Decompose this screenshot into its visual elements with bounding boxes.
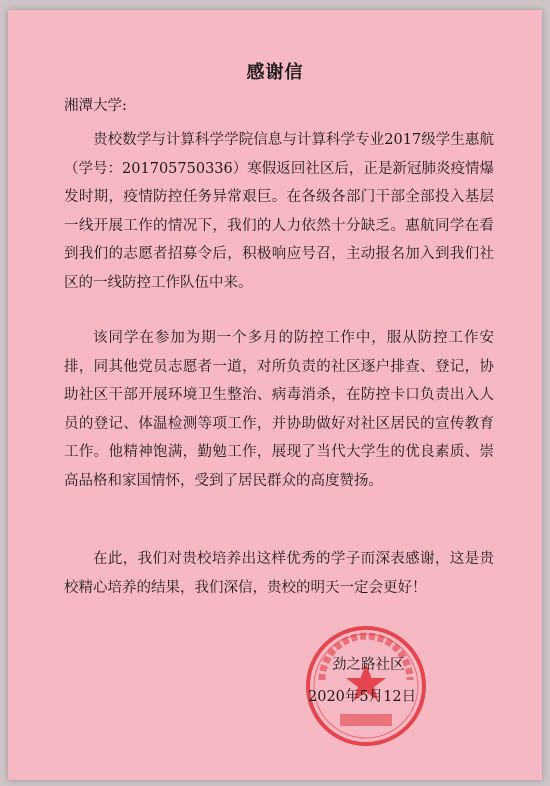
letter-signer: 劲之路社区 xyxy=(332,657,405,673)
letter-paragraph-1: 贵校数学与计算科学学院信息与计算科学专业2017级学生惠航（学号：201705750336）寒假返回社区后，正是新冠肺炎疫情爆发时期，疫情防控任务异常艰巨。在各级各部门干部全部投入基层一线开展工作的情况下，我们的人力依然十分缺乏。惠航同学在看到我们的志愿者招募令后，积极响应号召，主动报名加入到我们社区的一线防控工作队伍中来。 xyxy=(64,132,494,291)
letter-paragraph-3: 在此，我们对贵校培养出这样优秀的学子而深表感谢，这是贵校精心培养的结果，我们深信，贵校的明天一定会更好！ xyxy=(64,551,494,596)
letter-paragraph-2: 该同学在参加为期一个多月的防控工作中，服从防控工作安排，同其他党员志愿者一道，对所负责的社区逐户排查、登记，协助社区干部开展环境卫生整治、病毒消杀，在防控卡口负责出入人员的登记、体温检测等项工作，并协助做好对社区居民的宣传教育工作。他精神饱满，勤勉工作，展现了当代大学生的优良素质、崇高品格和家国情怀，受到了居民群众的高度赞扬。 xyxy=(64,330,494,489)
official-seal-icon xyxy=(302,622,430,750)
letter-title: 感谢信 xyxy=(246,62,304,83)
letter-date: 2020年5月12日 xyxy=(308,689,417,705)
letter-salutation: 湘潭大学: xyxy=(64,98,127,114)
letter-page xyxy=(8,10,542,780)
